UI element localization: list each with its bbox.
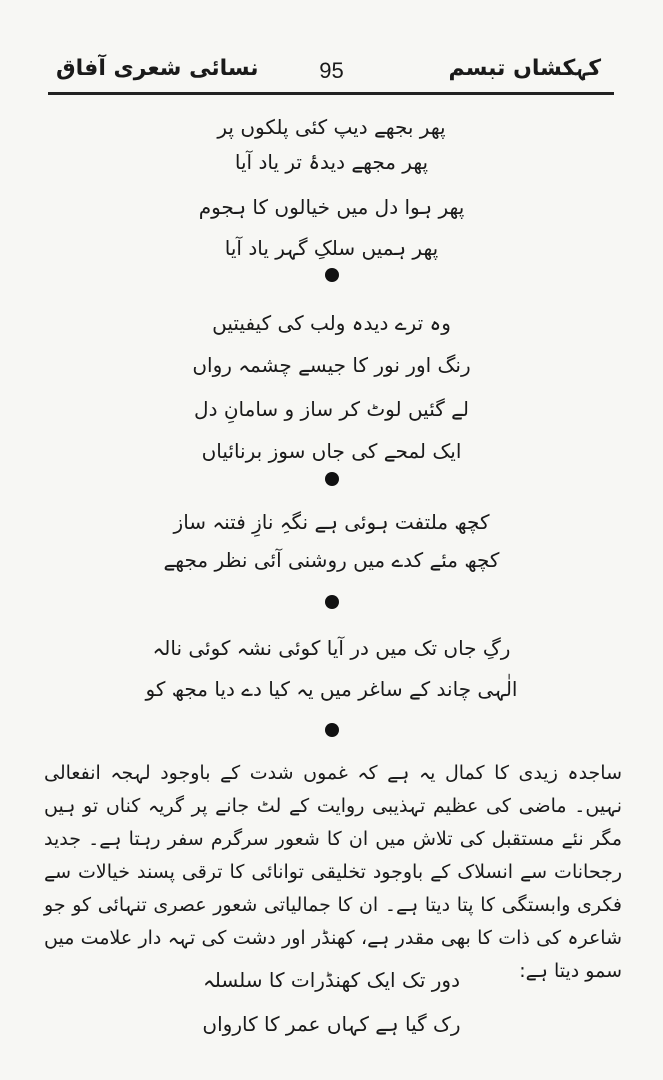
verse-line: کچھ ملتفت ہوئی ہے نگہِ نازِ فتنہ ساز	[173, 510, 490, 534]
verse-line: پھر بجھے دیپ کئی پلکوں پر	[217, 115, 446, 139]
quoted-verse-line: رک گیا ہے کہاں عمر کا کارواں	[202, 1012, 461, 1036]
prose-paragraph	[44, 757, 622, 988]
stanza-separator-bullet	[325, 723, 339, 737]
stanza-separator-bullet	[325, 268, 339, 282]
verse-line: رنگ اور نور کا جیسے چشمہ رواں	[192, 353, 471, 377]
verse-line: الٰہی چاند کے ساغر میں یہ کیا دے دیا مجھ کو	[145, 677, 518, 701]
verse-line: رگِ جاں تک میں در آیا کوئی نشہ کوئی نالہ	[152, 636, 511, 660]
quoted-verse-line: دور تک ایک کھنڈرات کا سلسلہ	[203, 968, 460, 992]
stanza-separator-bullet	[325, 595, 339, 609]
verse-line: وہ ترے دیدہ ولب کی کیفیتیں	[212, 311, 451, 335]
verse-line: پھر ہوا دل میں خیالوں کا ہجوم	[198, 195, 465, 219]
verse-line: ایک لمحے کی جاں سوز برنائیاں	[201, 439, 462, 463]
stanza-separator-bullet	[325, 472, 339, 486]
verse-line: لے گئیں لوٹ کر ساز و سامانِ دل	[194, 397, 469, 421]
running-header-author: کہکشاں تبسم	[448, 56, 601, 81]
verse-line: پھر مجھے دیدۂ تر یاد آیا	[234, 150, 429, 174]
header-rule	[48, 92, 614, 95]
page-number: 95	[319, 58, 344, 83]
verse-line: کچھ مئے کدے میں روشنی آئی نظر مجھے	[163, 548, 500, 572]
running-header-book-title: نسائی شعری آفاق	[56, 56, 259, 81]
verse-line: پھر ہمیں سلکِ گہر یاد آیا	[224, 236, 439, 260]
prose-text: ساجدہ زیدی کا کمال یہ ہے کہ غموں شدت کے باوجود لہجہ انفعالی نہیں۔ ماضی کی عظیم تہذیبی روایت کے لٹ جانے پر گریہ کناں تو ہیں مگر نئے مستقبل کی تلاش میں ان کا شعور سرگرم سفر رہتا ہے۔ جدید رجحانات سے انسلاک کے باوجود تخلیقی توانائی کا ترقی پسند خیالات سے فکری وابستگی کا پتا دیتا ہے۔ ان کا جمالیاتی شعور عصری تنہائی کو جو شاعرہ کی ذات کا بھی مقدر ہے، کھنڈر اور دشت کی تہہ دار علامت میں سمو دیتا ہے:	[44, 762, 622, 982]
